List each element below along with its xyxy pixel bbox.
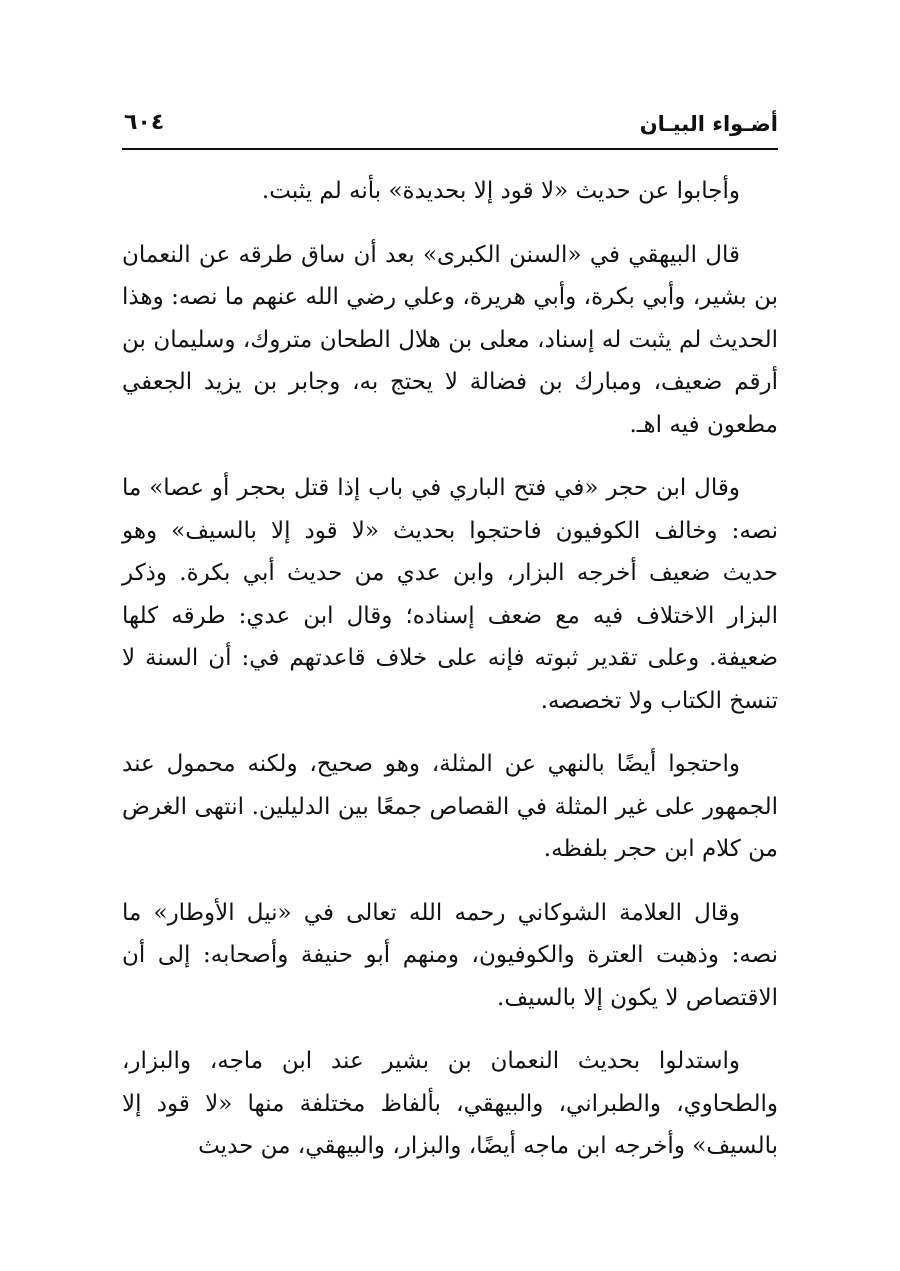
page-header [122,108,778,150]
paragraph: واحتجوا أيضًا بالنهي عن المثلة، وهو صحيح، ولكنه محمول عند الجمهور على غير المثلة في القصاص جمعًا بين الدليلين. انتهى الغرض من كلام ابن حجر بلفظه. [122,751,778,862]
running-title: أضـواء البيـان [639,112,778,136]
paragraph: قال البيهقي في «السنن الكبرى» بعد أن ساق طرقه عن النعمان بن بشير، وأبي بكرة، وأبي هريرة، وعلي رضي الله عنهم ما نصه: وهذا الحديث لم يثبت له إسناد، معلى بن هلال الطحان متروك، وسليمان بن أرقم ضعيف، ومبارك بن فضالة لا يحتج به، وجابر بن يزيد الجعفي مطعون فيه اهـ. [122,241,778,438]
page-number: ٦٠٤ [124,110,165,135]
paragraph: وقال العلامة الشوكاني رحمه الله تعالى في «نيل الأوطار» ما نصه: وذهبت العترة والكوفيون، ومنهم أبو حنيفة وأصحابه: إلى أن الاقتصاص لا يكون إلا بالسيف. [122,899,778,1011]
page-body [122,170,778,1189]
paragraph: وقال ابن حجر «في فتح الباري في باب إذا قتل بحجر أو عصا» ما نصه: وخالف الكوفيون فاحتجوا بحديث «لا قود إلا بالسيف» وهو حديث ضعيف أخرجه البزار، وابن عدي من حديث أبي بكرة. وذكر البزار الاختلاف فيه مع ضعف إسناده؛ وقال ابن عدي: طرقه كلها ضعيفة. وعلى تقدير ثبوته فإنه على خلاف قاعدتهم في: أن السنة لا تنسخ الكتاب ولا تخصصه. [122,475,778,714]
paragraph: واستدلوا بحديث النعمان بن بشير عند ابن ماجه، والبزار، والطحاوي، والطبراني، والبيهقي، بألفاظ مختلفة منها «لا قود إلا بالسيف» وأخرجه ابن ماجه أيضًا، والبزار، والبيهقي، من حديث [122,1048,778,1159]
paragraph: وأجابوا عن حديث «لا قود إلا بحديدة» بأنه لم يثبت. [261,178,740,204]
